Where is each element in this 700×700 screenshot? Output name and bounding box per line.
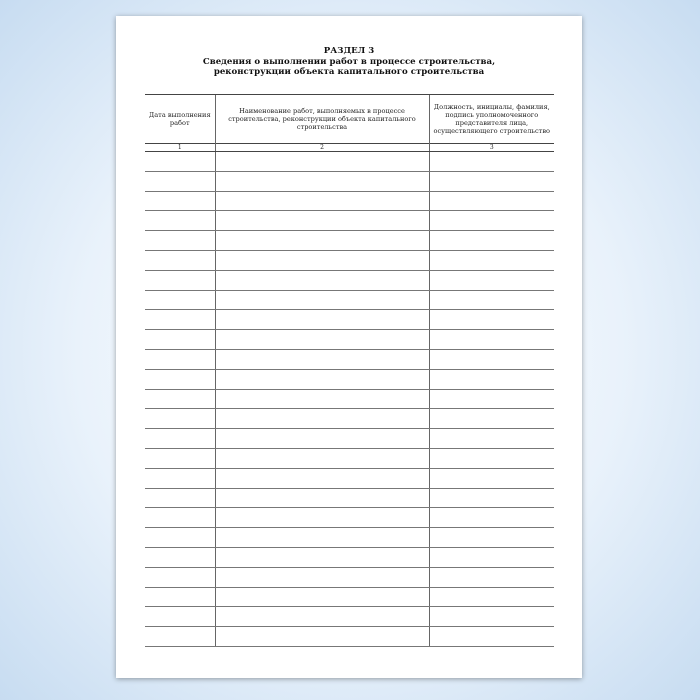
header-representative: Должность, инициалы, фамилия, подпись уполномоченного представителя лица, осуществляющего строительство [429,95,554,144]
table-cell [145,528,215,548]
table-cell [429,488,554,508]
table-cell [429,250,554,270]
table-cell [429,468,554,488]
table-cell [145,152,215,172]
table-row [145,409,554,429]
table-cell [429,310,554,330]
table-cell [429,369,554,389]
table-cell [145,330,215,350]
table-cell [215,547,429,567]
table-cell [429,409,554,429]
table-cell [215,349,429,369]
table-row [145,310,554,330]
table-cell [429,270,554,290]
table-cell [429,448,554,468]
column-number: 1 [145,144,215,152]
table-cell [215,152,429,172]
table-cell [429,627,554,647]
table-cell [145,429,215,449]
table-row [145,448,554,468]
table-row [145,171,554,191]
table-cell [145,468,215,488]
table-cell [429,290,554,310]
section-subtitle-line-1: Сведения о выполнении работ в процессе строительства, [202,56,496,67]
table-cell [145,547,215,567]
table-cell [429,152,554,172]
table-header-row [145,95,554,144]
table-cell [215,607,429,627]
table-cell [145,587,215,607]
header-work-name: Наименование работ, выполняемых в процессе строительства, реконструкции объекта капитального строительства [215,95,429,144]
table-cell [145,607,215,627]
table-cell [215,389,429,409]
column-number: 3 [429,144,554,152]
table-row [145,508,554,528]
table-cell [429,607,554,627]
table-row [145,389,554,409]
table-cell [215,310,429,330]
table-cell [215,231,429,251]
table-cell [215,171,429,191]
table-row [145,231,554,251]
table-cell [215,468,429,488]
table-cell [145,389,215,409]
section-title-block [116,46,582,78]
table-cell [215,429,429,449]
table-row [145,429,554,449]
table-cell [145,310,215,330]
document-page [116,16,582,678]
table-row [145,627,554,647]
table-cell [145,508,215,528]
table-cell [429,171,554,191]
column-number: 2 [215,144,429,152]
table-cell [215,290,429,310]
table-cell [145,369,215,389]
column-number-row [145,144,554,152]
table-cell [145,290,215,310]
table-cell [429,191,554,211]
table-row [145,211,554,231]
table-cell [429,567,554,587]
table-cell [145,270,215,290]
table-cell [429,429,554,449]
table-cell [215,587,429,607]
table-cell [145,448,215,468]
table-cell [215,250,429,270]
header-work-date: Дата выполнения работ [145,95,215,144]
table-cell [145,250,215,270]
table-cell [215,330,429,350]
table-cell [145,567,215,587]
table-cell [215,409,429,429]
table-cell [145,231,215,251]
table-cell [145,211,215,231]
table-cell [215,567,429,587]
section-subtitle-line-2: реконструкции объекта капитального строительства [213,67,485,77]
table-cell [429,389,554,409]
table-cell [215,528,429,548]
table-cell [429,547,554,567]
table-row [145,152,554,172]
table-row [145,468,554,488]
table-row [145,587,554,607]
section-title: РАЗДЕЛ 3 [323,46,375,56]
works-log-table [145,94,554,647]
table-row [145,488,554,508]
table-cell [429,587,554,607]
table-cell [215,191,429,211]
table-cell [429,330,554,350]
table-row [145,567,554,587]
table-row [145,250,554,270]
table-cell [215,369,429,389]
table-row [145,607,554,627]
table-cell [145,171,215,191]
table-cell [215,627,429,647]
table-row [145,547,554,567]
table-cell [145,191,215,211]
table-row [145,270,554,290]
table-cell [429,508,554,528]
table-cell [215,211,429,231]
table-row [145,330,554,350]
table-cell [429,528,554,548]
table-row [145,191,554,211]
table-cell [429,211,554,231]
table-cell [215,448,429,468]
table-row [145,349,554,369]
table-cell [145,409,215,429]
table-body [145,152,554,647]
table-cell [145,349,215,369]
table-cell [429,349,554,369]
table-cell [215,508,429,528]
table-cell [429,231,554,251]
table-cell [215,488,429,508]
table-cell [145,627,215,647]
table-row [145,528,554,548]
table-cell [215,270,429,290]
table-row [145,290,554,310]
table-cell [145,488,215,508]
table-row [145,369,554,389]
